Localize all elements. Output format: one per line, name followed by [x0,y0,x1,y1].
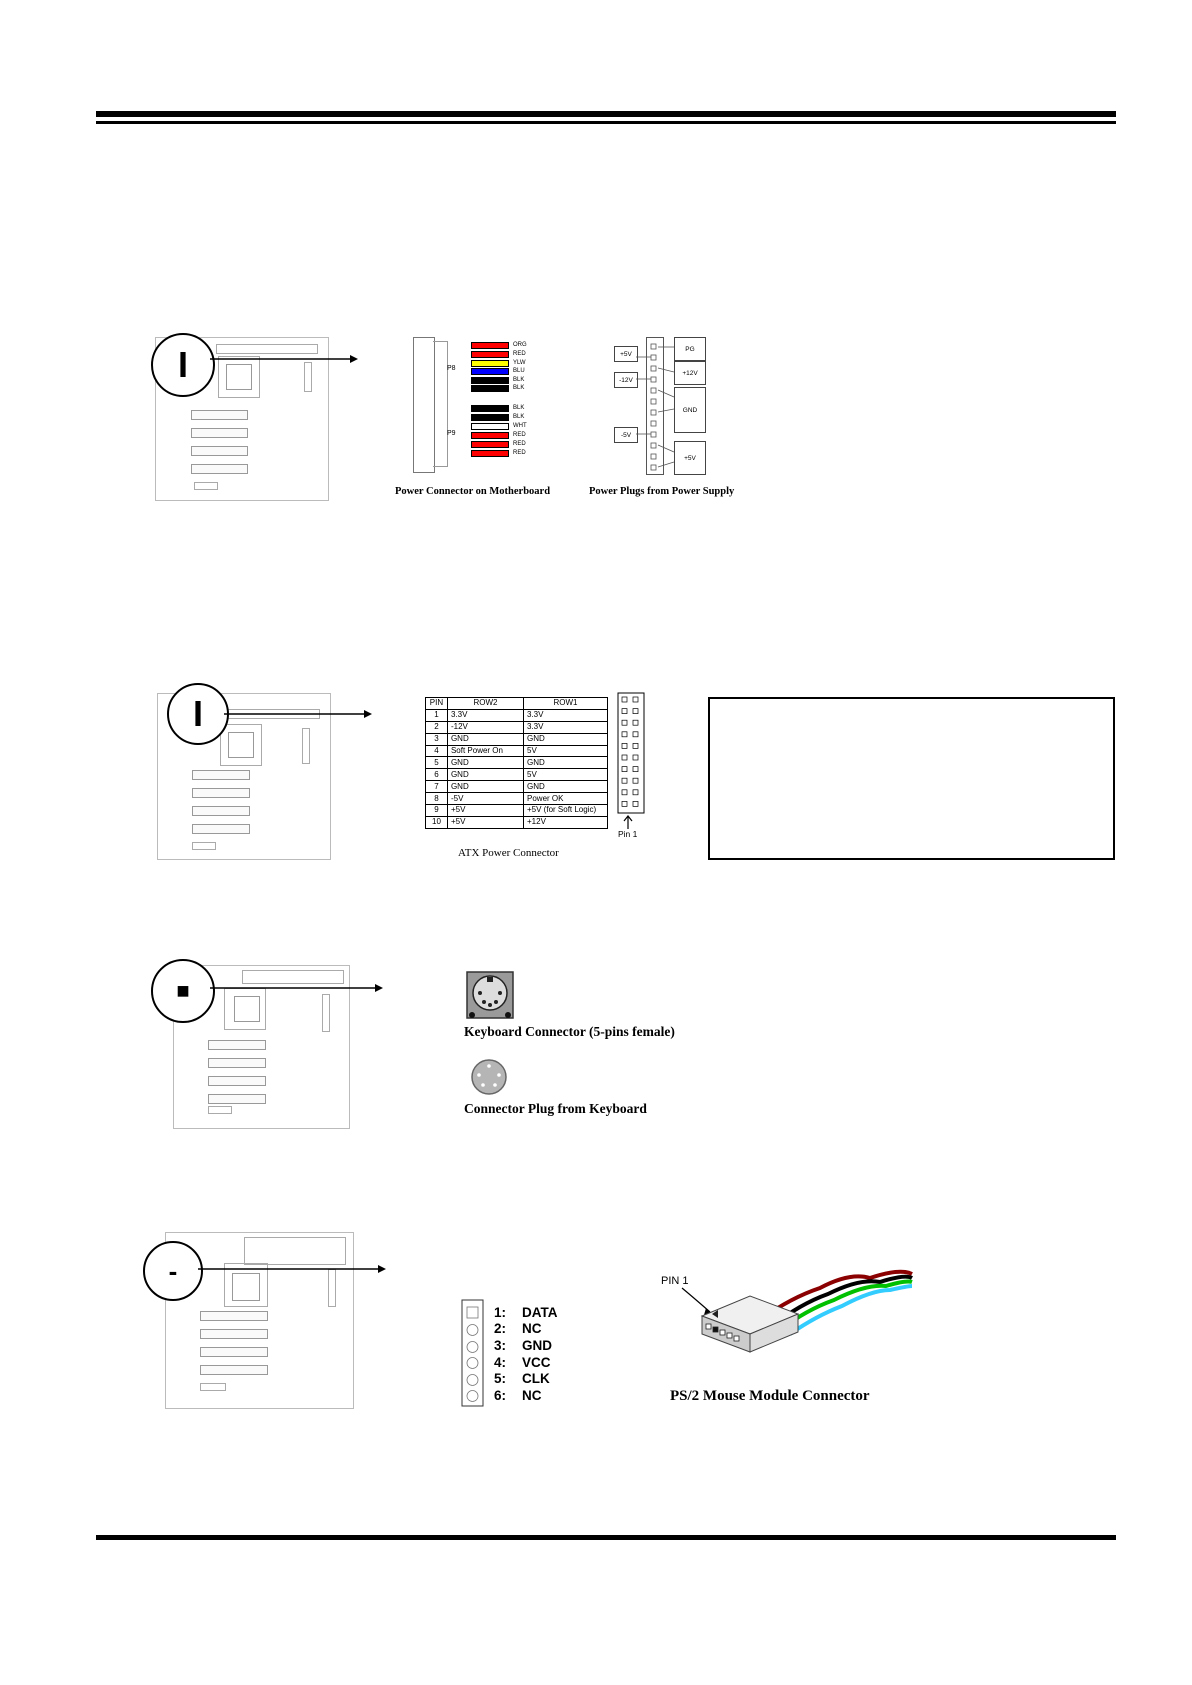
wire-color-bar [471,441,509,448]
caption-atx-connector: ATX Power Connector [458,847,559,859]
mouse-pin-list [494,1304,558,1404]
supply-label-pg: PG [674,337,706,361]
pin-number: 6: [494,1387,507,1403]
pointer-arrow [198,1262,388,1276]
table-cell-row2: GND [447,733,523,745]
section-badge: I [151,333,215,397]
table-cell-row1: GND [524,781,608,793]
atx-pin [622,720,627,725]
wire-color-label: ORG [513,342,527,348]
list-item [494,1337,558,1354]
wire-color-label: YLW [513,360,526,366]
wire-color-bar [471,368,509,375]
table-cell-pin: 5 [426,757,448,769]
supply-label-plus5v-right: +5V [674,441,706,475]
power-supply-plugs [614,337,714,477]
table-cell-row1: 5V [524,745,608,757]
plug-p8-label: P8 [447,365,456,372]
wire-color-label: BLK [513,414,525,420]
pin-signal: DATA [522,1304,558,1320]
ps2-mouse-module-image [660,1248,920,1358]
table-cell-pin: 3 [426,733,448,745]
table-cell-row1: GND [524,757,608,769]
atx-pin [622,778,627,783]
list-item [494,1387,558,1404]
footer-rule [96,1535,1116,1540]
table-cell-pin: 7 [426,781,448,793]
pin-number: 1: [494,1304,507,1320]
plug-p9-label: P9 [447,430,456,437]
table-cell-row1: 5V [524,769,608,781]
table-row [426,709,608,721]
table-cell-pin: 8 [426,793,448,805]
wire-color-label: RED [513,441,526,447]
atx-pin [622,743,627,748]
atx-pin [633,709,638,714]
table-row [426,816,608,828]
pointer-arrow [210,352,360,366]
table-cell-row2: GND [447,757,523,769]
caption-power-supply-plugs: Power Plugs from Power Supply [589,486,735,497]
table-cell-row2: GND [447,781,523,793]
table-cell-row1: 3.3V [524,709,608,721]
list-item [494,1370,558,1387]
pin-number: 3: [494,1337,507,1353]
atx-pin [633,778,638,783]
table-cell-pin: 6 [426,769,448,781]
table-row [426,805,608,817]
pin-number: 4: [494,1354,507,1370]
list-item [494,1321,558,1338]
wire-color-label: BLK [513,385,525,391]
supply-label-minus5v: -5V [614,427,638,443]
table-cell-row2: +5V [447,816,523,828]
table-cell-pin: 10 [426,816,448,828]
wire-color-bar [471,450,509,457]
pin1-label: Pin 1 [618,829,638,839]
supply-label-minus12v: -12V [614,372,638,388]
atx-pin [622,709,627,714]
table-cell-row2: Soft Power On [447,745,523,757]
pin-signal: NC [522,1387,542,1403]
table-cell-row2: +5V [447,805,523,817]
table-cell-pin: 4 [426,745,448,757]
atx-pin [633,755,638,760]
wire-color-label: BLK [513,377,525,383]
wire-color-bar [471,351,509,358]
table-cell-row2: -5V [447,793,523,805]
section-badge: - [143,1241,203,1301]
wire-color-label: RED [513,351,526,357]
table-cell-row1: +5V (for Soft Logic) [524,805,608,817]
atx-pin [622,697,627,702]
pin-signal: CLK [522,1371,550,1387]
header-rule-thick [96,111,1116,117]
pin-signal: VCC [522,1354,551,1370]
pointer-arrow [224,707,374,721]
atx-pin [622,801,627,806]
wire-color-bar [471,414,509,421]
table-header-pin: PIN [426,698,448,710]
note-box [708,697,1115,860]
table-row [426,733,608,745]
mouse-pin-header [461,1299,485,1409]
section-badge: ■ [151,959,215,1023]
wire-color-bar [471,405,509,412]
wire-color-bar [471,377,509,384]
supply-label-plus5v: +5V [614,346,638,362]
table-cell-row1: GND [524,733,608,745]
atx-pinout-table [425,697,608,829]
table-row [426,745,608,757]
mouse-pin1-label: PIN 1 [661,1275,689,1287]
caption-motherboard-connector: Power Connector on Motherboard [395,486,551,497]
motherboard-power-connector [413,337,527,475]
table-header-row1: ROW1 [524,698,608,710]
table-header-row2: ROW2 [447,698,523,710]
table-cell-row2: -12V [447,721,523,733]
table-cell-row2: 3.3V [447,709,523,721]
list-item [494,1304,558,1321]
caption-keyboard-connector: Keyboard Connector (5-pins female) [464,1024,675,1039]
section-badge: I [167,683,229,745]
atx-pin [633,743,638,748]
table-cell-row1: +12V [524,816,608,828]
wire-color-label: RED [513,450,526,456]
supply-label-plus12v: +12V [674,361,706,385]
wire-color-label: WHT [513,423,527,429]
table-row [426,781,608,793]
atx-pin [622,790,627,795]
caption-keyboard-plug: Connector Plug from Keyboard [464,1101,647,1116]
atx-pin [633,767,638,772]
table-cell-pin: 2 [426,721,448,733]
pointer-arrow [210,981,385,995]
wire-color-bar [471,360,509,367]
atx-pin [622,732,627,737]
atx-connector-diagram [617,692,647,817]
keyboard-connector-icon [466,971,514,1019]
wire-color-bar [471,432,509,439]
table-cell-row1: Power OK [524,793,608,805]
pin-number: 5: [494,1371,507,1387]
caption-ps2-mouse-connector: PS/2 Mouse Module Connector [670,1388,870,1404]
table-cell-row2: GND [447,769,523,781]
pin-signal: GND [522,1337,552,1353]
atx-pin [633,697,638,702]
pin1-arrow [622,815,634,829]
header-rule-thin [96,121,1116,124]
supply-label-gnd: GND [674,387,706,433]
wire-color-bar [471,423,509,430]
table-row [426,793,608,805]
wire-color-label: RED [513,432,526,438]
wire-color-label: BLK [513,405,525,411]
wire-color-bar [471,385,509,392]
table-cell-pin: 1 [426,709,448,721]
keyboard-plug-icon [470,1058,508,1096]
wire-color-bar [471,342,509,349]
atx-pin [633,732,638,737]
atx-pin [622,755,627,760]
table-row [426,757,608,769]
table-cell-row1: 3.3V [524,721,608,733]
pin-signal: NC [522,1321,542,1337]
atx-pin [622,767,627,772]
atx-pin [633,801,638,806]
table-row [426,769,608,781]
wire-color-label: BLU [513,368,525,374]
list-item [494,1354,558,1371]
table-cell-pin: 9 [426,805,448,817]
pin-number: 2: [494,1321,507,1337]
atx-pin [633,720,638,725]
atx-pin [633,790,638,795]
table-row [426,721,608,733]
